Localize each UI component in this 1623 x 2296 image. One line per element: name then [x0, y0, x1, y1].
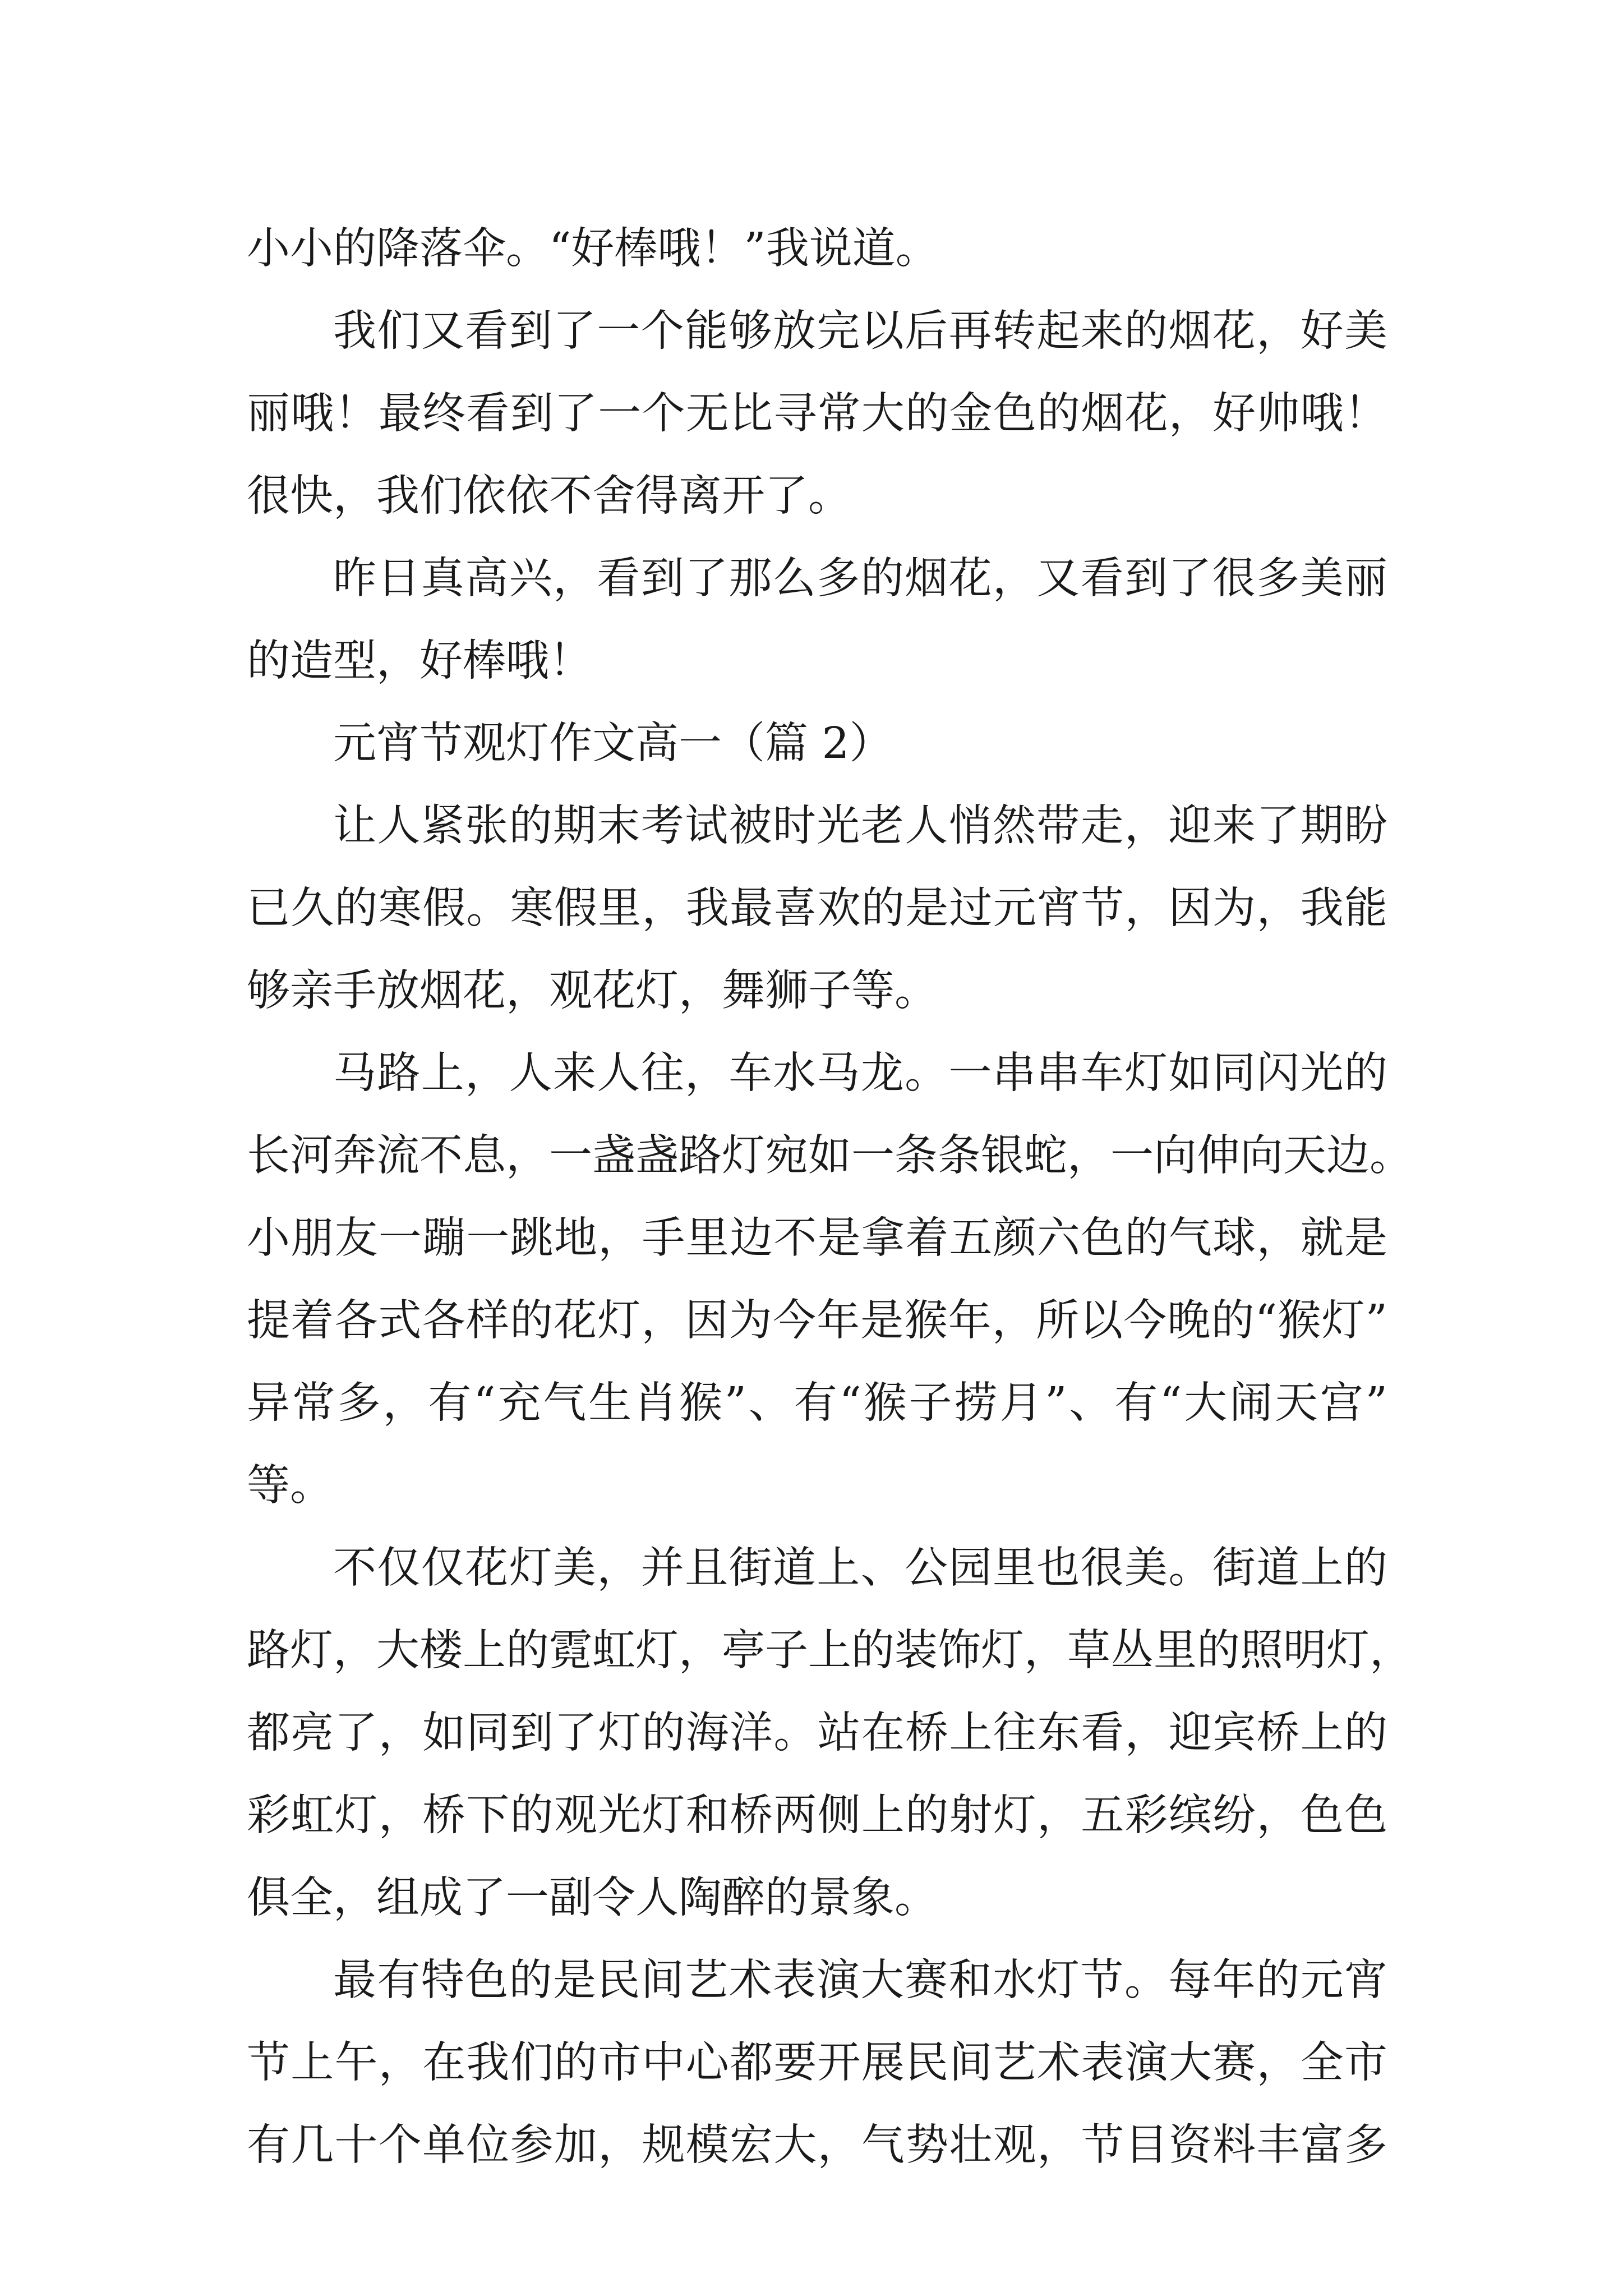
paragraph-line: 已久的寒假。寒假里，我最喜欢的是过元宵节，因为，我能	[247, 884, 1387, 933]
document-body	[247, 208, 1413, 2187]
paragraph-line: 提着各式各样的花灯，因为今年是猴年，所以今晚的“猴灯”	[247, 1296, 1387, 1346]
paragraph-line: 小小的降落伞。“好棒哦！”我说道。	[247, 224, 939, 274]
section-heading: 元宵节观灯作文高一（篇 2）	[333, 719, 893, 769]
paragraph-line: 昨日真高兴，看到了那么多的烟花，又看到了很多美丽	[333, 554, 1387, 604]
paragraph-line: 丽哦！最终看到了一个无比寻常大的金色的烟花，好帅哦！	[247, 389, 1387, 439]
paragraph-line: 最有特色的是民间艺术表演大赛和水灯节。每年的元宵	[333, 1955, 1387, 2005]
paragraph-line: 的造型，好棒哦！	[247, 636, 592, 686]
paragraph-line: 我们又看到了一个能够放完以后再转起来的烟花，好美	[333, 306, 1387, 356]
paragraph-line: 让人紧张的期末考试被时光老人悄然带走，迎来了期盼	[333, 801, 1387, 851]
paragraph-line: 小朋友一蹦一跳地，手里边不是拿着五颜六色的气球，就是	[247, 1213, 1387, 1263]
paragraph-line: 长河奔流不息，一盏盏路灯宛如一条条银蛇，一向伸向天边。	[247, 1131, 1413, 1181]
paragraph-line: 异常多，有“充气生肖猴”、有“猴子捞月”、有“大闹天宫”	[247, 1378, 1387, 1428]
paragraph-line: 够亲手放烟花，观花灯，舞狮子等。	[247, 966, 938, 1016]
paragraph-line: 俱全，组成了一副令人陶醉的景象。	[247, 1873, 938, 1923]
paragraph-line: 都亮了，如同到了灯的海洋。站在桥上往东看，迎宾桥上的	[247, 1708, 1387, 1758]
paragraph-line: 有几十个单位参加，规模宏大，气势壮观，节目资料丰富多	[247, 2120, 1387, 2170]
paragraph-line: 不仅仅花灯美，并且街道上、公园里也很美。街道上的	[333, 1543, 1387, 1593]
paragraph-line: 路灯，大楼上的霓虹灯，亭子上的装饰灯，草丛里的照明灯，	[247, 1626, 1413, 1676]
paragraph-line: 节上午，在我们的市中心都要开展民间艺术表演大赛，全市	[247, 2038, 1387, 2088]
paragraph-line: 彩虹灯，桥下的观光灯和桥两侧上的射灯，五彩缤纷，色色	[247, 1791, 1387, 1841]
paragraph-line: 马路上，人来人往，车水马龙。一串串车灯如同闪光的	[333, 1048, 1387, 1098]
paragraph-line: 很快，我们依依不舍得离开了。	[247, 471, 851, 521]
paragraph-line: 等。	[247, 1461, 333, 1511]
